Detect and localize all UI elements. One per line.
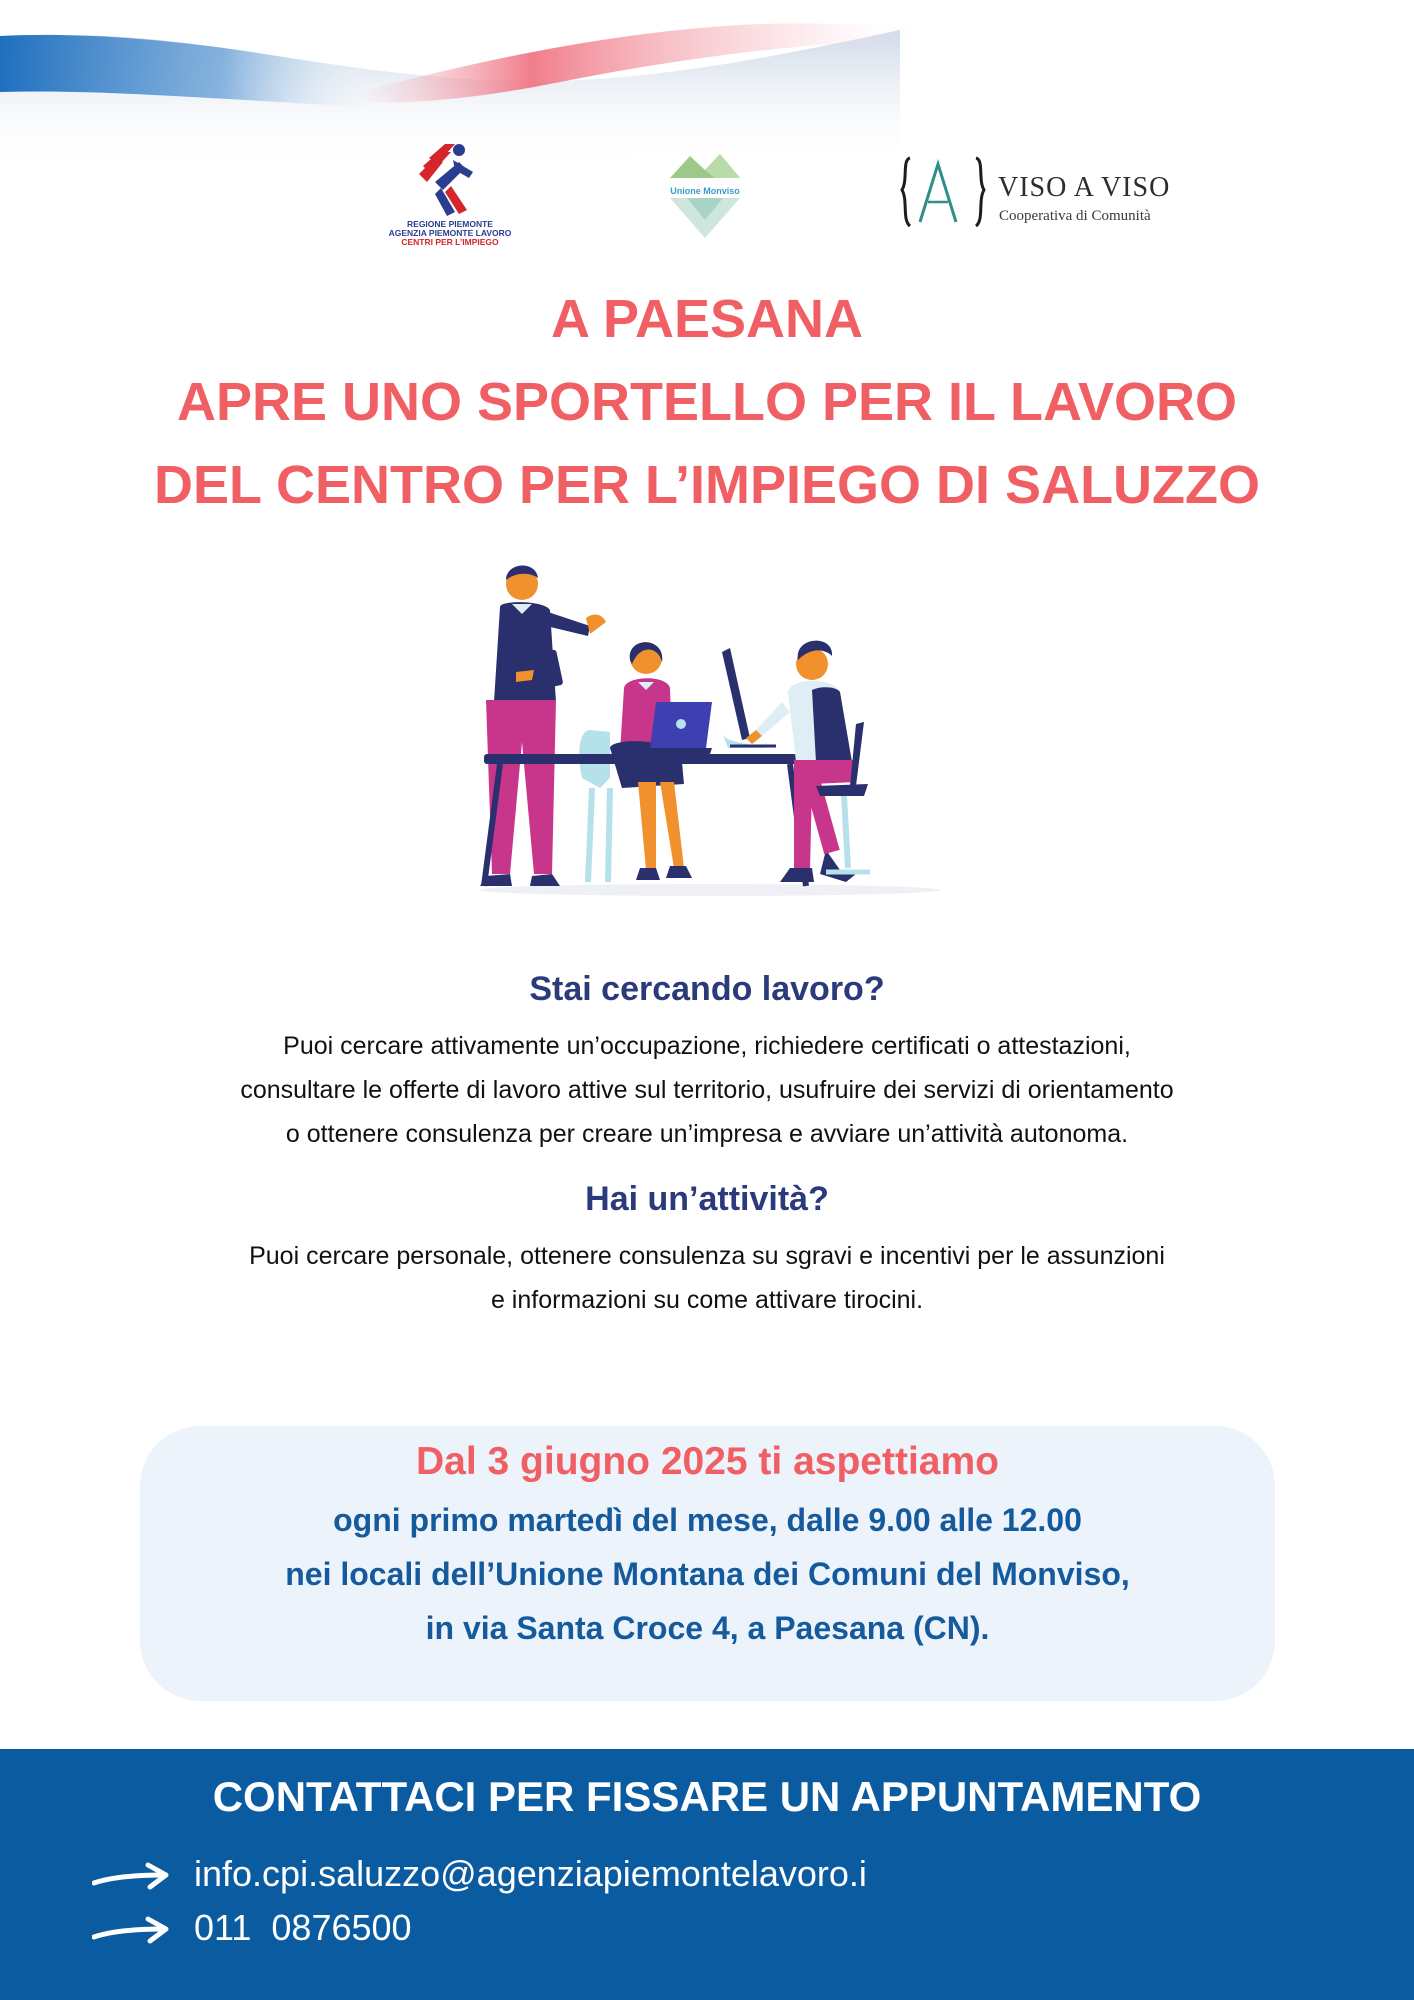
appointment-title: Dal 3 giugno 2025 ti aspettiamo [416, 1440, 999, 1483]
unione-label: Unione Monviso [670, 186, 740, 196]
body-line: o ottenere consulenza per creare un’impresa e avviare un’attività autonoma. [285, 1120, 1129, 1148]
regione-piemonte-emblem-icon [415, 138, 485, 220]
viso-a-viso-name: VISO A VISO [998, 172, 1171, 203]
viso-a-viso-logo [898, 152, 1188, 232]
arrow-right-icon [92, 1913, 172, 1947]
body-line: Puoi cercare attivamente un’occupazione, richiedere certificati o attestazioni, [283, 1032, 1131, 1060]
regione-piemonte-logo [380, 138, 520, 256]
email-address-link[interactable]: info.cpi.saluzzo@agenziapiemontelavoro.i [194, 1853, 867, 1894]
appointment-venue: nei locali dell’Unione Montana dei Comuni del Monviso, [285, 1556, 1130, 1592]
viso-a-viso-subtitle: Cooperativa di Comunità [999, 208, 1151, 224]
headline-line: APRE UNO SPORTELLO PER IL LAVORO [176, 372, 1238, 432]
viso-a-viso-brace-icon [898, 152, 988, 232]
headline [0, 278, 1414, 527]
section-title-job-seekers: Stai cercando lavoro? [529, 970, 885, 1008]
arrow-right-icon [92, 1859, 172, 1893]
contact-title: CONTATTACI PER FISSARE UN APPUNTAMENTO [212, 1773, 1202, 1820]
regione-label: REGIONE PIEMONTE [407, 219, 493, 229]
appointment-schedule: ogni primo martedì del mese, dalle 9.00 alle 12.00 [333, 1502, 1082, 1538]
unione-monviso-logo [665, 148, 745, 248]
appointment-address: in via Santa Croce 4, a Paesana (CN). [425, 1610, 990, 1646]
section-title-businesses: Hai un’attività? [585, 1180, 829, 1218]
phone-number-link[interactable]: 011 0876500 [194, 1907, 412, 1948]
section-body-job-seekers [0, 1024, 1414, 1156]
section-body-businesses [0, 1234, 1414, 1322]
headline-line: DEL CENTRO PER L’IMPIEGO DI SALUZZO [153, 455, 1261, 515]
appointment-box [140, 1426, 1275, 1701]
contact-footer [0, 1749, 1414, 2000]
body-line: Puoi cercare personale, ottenere consulenza su sgravi e incentivi per le assunzioni [249, 1242, 1165, 1270]
unione-monviso-mountain-icon [665, 148, 745, 248]
centri-label: CENTRI PER L’IMPIEGO [401, 237, 499, 247]
partner-logos [0, 138, 1414, 258]
body-line: consultare le offerte di lavoro attive sul territorio, usufruire dei servizi di orientamento [240, 1076, 1174, 1104]
body-line: e informazioni su come attivare tirocini. [490, 1286, 924, 1314]
agenzia-label: AGENZIA PIEMONTE LAVORO [388, 228, 512, 238]
office-workers-illustration [460, 552, 960, 897]
headline-line: A PAESANA [550, 289, 864, 349]
